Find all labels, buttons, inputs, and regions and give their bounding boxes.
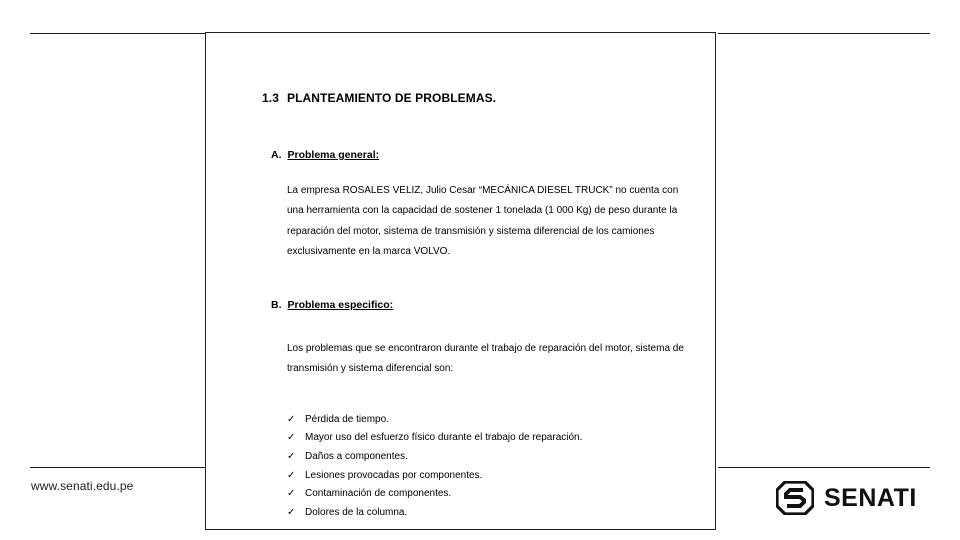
senati-logo-icon (776, 481, 814, 515)
list-item (287, 503, 582, 522)
list-item (287, 447, 582, 466)
list-item (287, 429, 582, 448)
list-item-text: Pérdida de tiempo. (305, 413, 389, 425)
check-icon: ✓ (287, 506, 296, 518)
problem-list (287, 410, 582, 522)
general-problem-paragraph: La empresa ROSALES VELIZ, Julio Cesar “MECÁNICA DIESEL TRUCK” no cuenta con una herramienta con la capacidad de sostener 1 tonelada (1 000 Kg) de peso durante la reparación del motor, sistema de transmisión y sistema diferencial de los camiones exclusivamente en la marca VOLVO. (287, 185, 679, 257)
list-item (287, 466, 582, 485)
section-title-text: PLANTEAMIENTO DE PROBLEMAS. (286, 91, 497, 105)
footer-url-link[interactable]: www.senati.edu.pe (31, 479, 134, 493)
list-item-text: Daños a componentes. (305, 450, 408, 462)
list-item (287, 410, 582, 429)
check-icon: ✓ (287, 488, 296, 500)
top-rule-left (30, 33, 206, 34)
check-icon: ✓ (287, 432, 296, 444)
document-page (205, 32, 716, 530)
specific-problem-heading-text: Problema especifico: (287, 299, 394, 311)
section-title (262, 91, 496, 105)
brand (776, 481, 917, 515)
general-problem-letter: A. (271, 149, 282, 161)
general-problem-heading-text: Problema general: (287, 149, 380, 161)
check-icon: ✓ (287, 469, 296, 481)
list-item-text: Contaminación de componentes. (305, 488, 452, 500)
bottom-rule-right (718, 467, 930, 468)
brand-name: SENATI (824, 483, 917, 512)
check-icon: ✓ (287, 450, 296, 462)
specific-problem-letter: B. (271, 299, 282, 311)
check-icon: ✓ (287, 413, 296, 425)
list-item (287, 484, 582, 503)
general-problem-heading (271, 149, 379, 161)
top-rule-right (718, 33, 930, 34)
list-item-text: Mayor uso del esfuerzo físico durante el trabajo de reparación. (305, 432, 583, 444)
list-item-text: Lesiones provocadas por componentes. (305, 469, 483, 481)
section-number: 1.3 (262, 91, 279, 105)
list-item-text: Dolores de la columna. (305, 506, 408, 518)
bottom-rule-left (30, 467, 206, 468)
specific-problem-paragraph: Los problemas que se encontraron durante el trabajo de reparación del motor, sistema de transmisión y sistema diferencial son: (287, 343, 684, 375)
specific-problem-heading (271, 299, 393, 311)
